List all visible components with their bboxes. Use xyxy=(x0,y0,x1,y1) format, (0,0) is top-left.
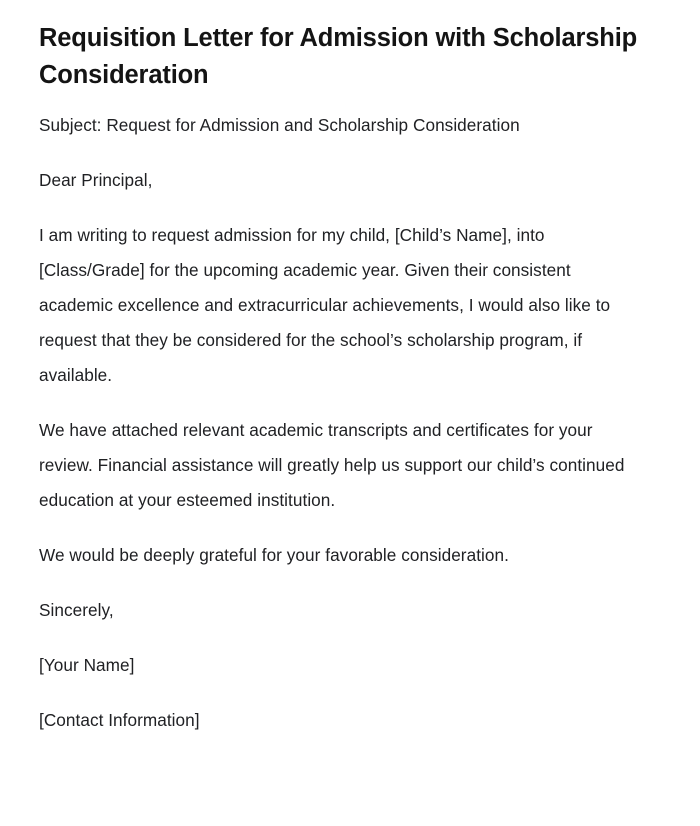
subject-line: Subject: Request for Admission and Scholarship Consideration xyxy=(39,115,520,135)
page-title: Requisition Letter for Admission with Scholarship Consideration xyxy=(39,24,638,89)
body-paragraph-2: We have attached relevant academic transcripts and certificates for your review. Financial assistance will greatly help us support our child’s continued education at your esteemed institution. xyxy=(39,420,625,510)
signature-name: [Your Name] xyxy=(39,655,135,675)
signature-contact: [Contact Information] xyxy=(39,710,200,730)
body-paragraph-3: We would be deeply grateful for your favorable consideration. xyxy=(39,545,509,565)
salutation: Dear Principal, xyxy=(39,170,153,190)
closing: Sincerely, xyxy=(39,600,114,620)
body-paragraph-1: I am writing to request admission for my child, [Child’s Name], into [Class/Grade] for the upcoming academic year. Given their consistent academic excellence and extracurricular achievements, I would also like to request that they be considered for the school’s scholarship program, if available. xyxy=(39,225,611,385)
